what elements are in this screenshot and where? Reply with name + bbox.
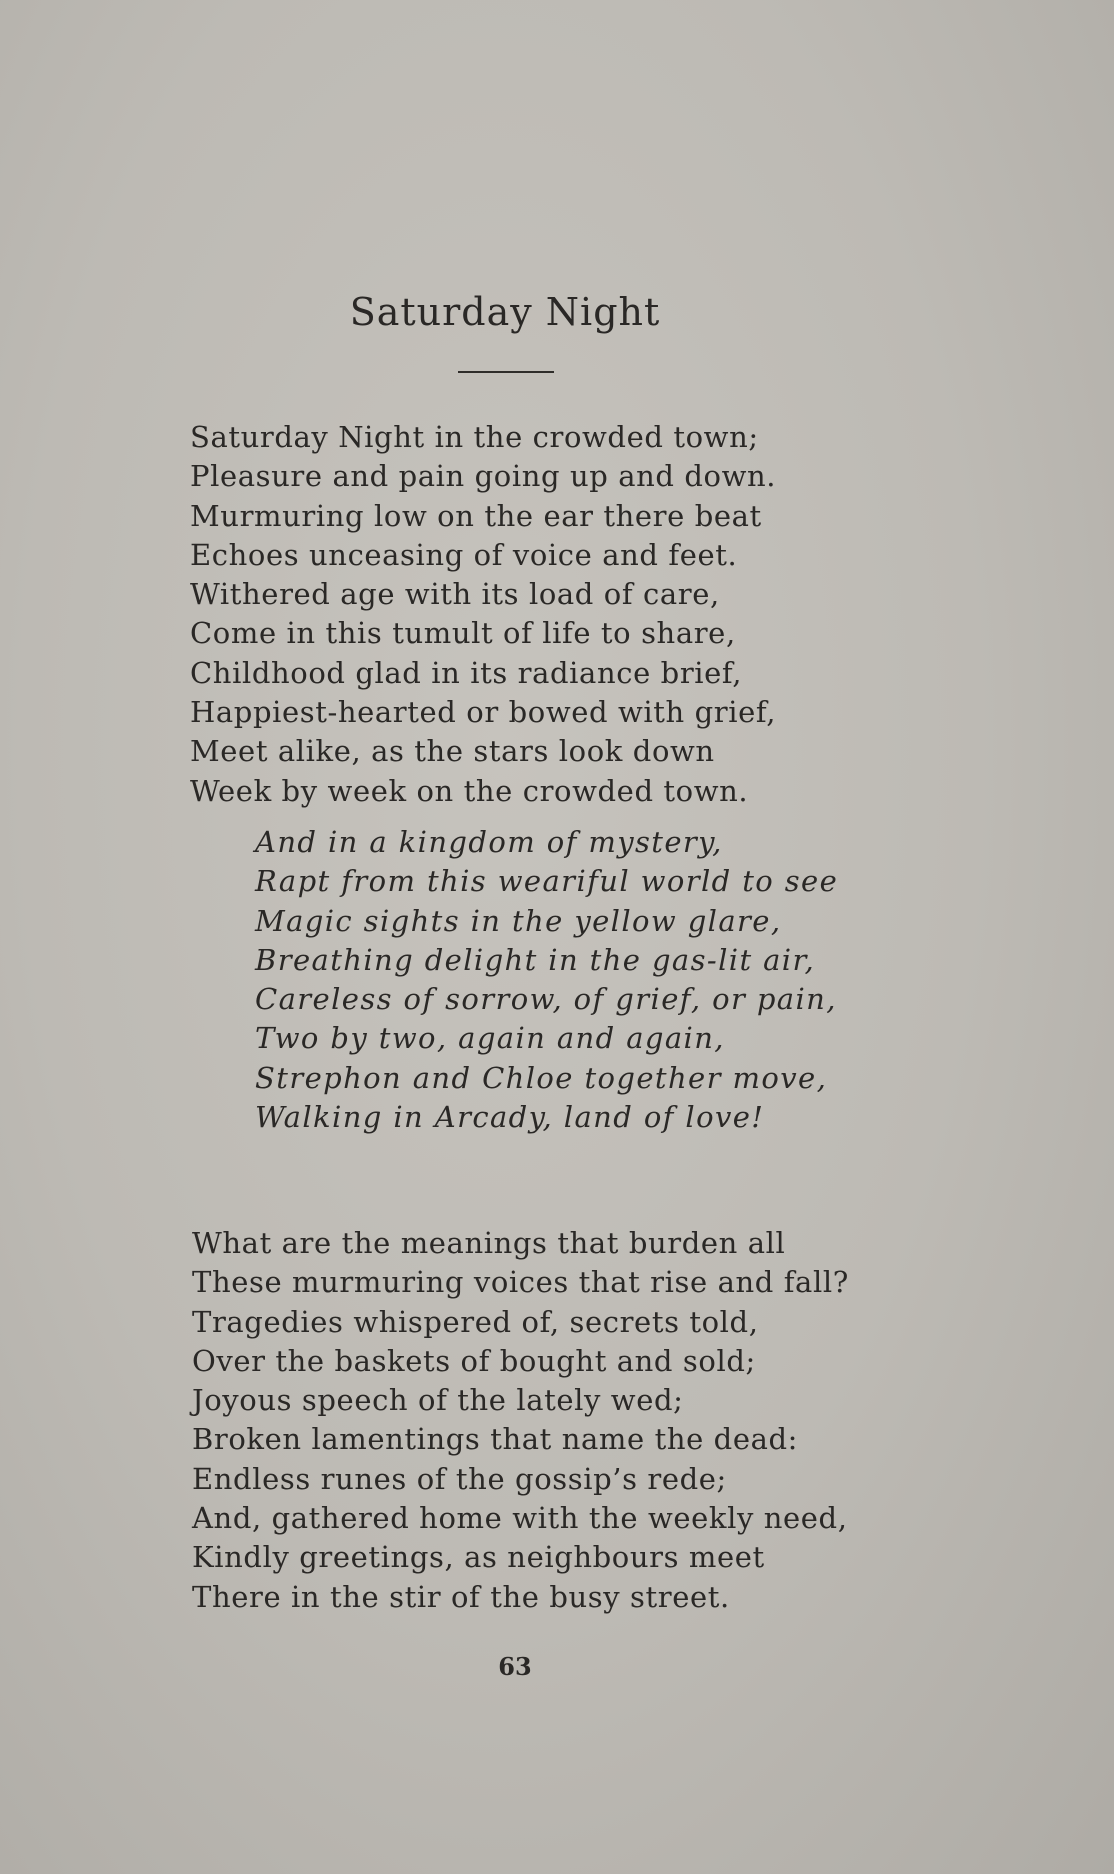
stanza-2-italic <box>255 823 838 1137</box>
poem-line: Walking in Arcady, land of love! <box>255 1100 765 1135</box>
poem-line: Magic sights in the yellow glare, <box>255 903 782 938</box>
poem-line: Rapt from this weariful world to see <box>255 864 839 899</box>
poem-line: Saturday Night in the crowded town; <box>190 420 759 454</box>
poem-line: Withered age with its load of care, <box>190 577 720 612</box>
poem-line: These murmuring voices that rise and fall? <box>192 1265 849 1300</box>
poem-line: Kindly greetings, as neighbours meet <box>192 1540 765 1575</box>
poem-line: Joyous speech of the lately wed; <box>192 1383 684 1418</box>
poem-line: Breathing delight in the gas-lit air, <box>255 942 816 977</box>
poem-line: Strephon and Chloe together move, <box>255 1060 828 1095</box>
poem-line: Broken lamentings that name the dead: <box>192 1422 799 1457</box>
poem-line: And in a kingdom of mystery, <box>255 825 723 859</box>
poem-line: What are the meanings that burden all <box>192 1226 786 1260</box>
poem-line: There in the stir of the busy street. <box>192 1579 730 1614</box>
poem-line: Murmuring low on the ear there beat <box>190 498 762 533</box>
page-number: 63 <box>498 1652 532 1681</box>
poem-line: Two by two, again and again, <box>255 1021 725 1056</box>
poem-line: Childhood glad in its radiance brief, <box>190 655 743 690</box>
poem-line: Tragedies whispered of, secrets told, <box>192 1304 759 1339</box>
poem-line: Endless runes of the gossip’s rede; <box>192 1461 727 1496</box>
poem-line: Week by week on the crowded town. <box>190 773 749 808</box>
poem-line: Over the baskets of bought and sold; <box>192 1343 756 1378</box>
poem-line: Happiest-hearted or bowed with grief, <box>190 695 777 730</box>
stanza-3 <box>192 1224 849 1617</box>
poem-line: Pleasure and pain going up and down. <box>190 459 777 494</box>
poem-line: Careless of sorrow, of grief, or pain, <box>255 982 837 1017</box>
poem-line: Echoes unceasing of voice and feet. <box>190 537 738 572</box>
poem-line: And, gathered home with the weekly need, <box>192 1501 848 1536</box>
stanza-1 <box>190 418 776 811</box>
title-rule <box>458 371 554 373</box>
poem-line: Come in this tumult of life to share, <box>190 616 736 651</box>
poem-title: Saturday Night <box>349 290 661 334</box>
poem-line: Meet alike, as the stars look down <box>190 734 715 769</box>
